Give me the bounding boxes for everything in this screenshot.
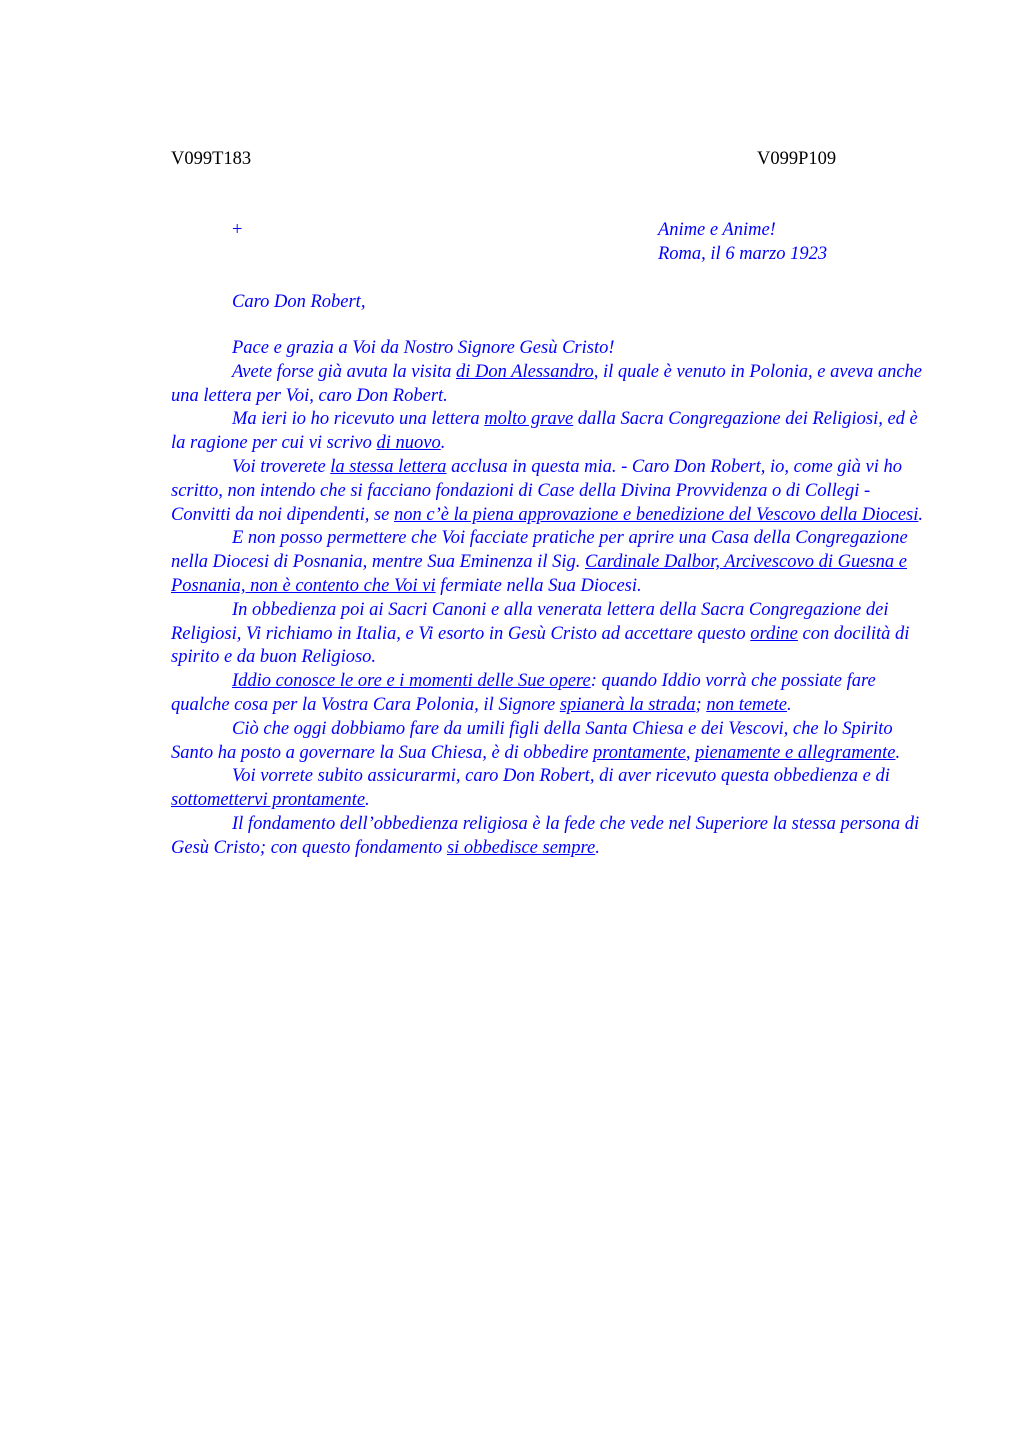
- underlined-phrase: non temete: [706, 694, 787, 715]
- underlined-phrase: Iddio conosce le ore e i momenti delle Sue opere: [232, 671, 591, 692]
- paragraph-text: Il fondamento dell’obbedienza religiosa è la fede che vede nel Superiore la stessa persona di Gesù Cristo; con questo fondamento: [171, 813, 920, 858]
- paragraph-text: .: [895, 742, 901, 763]
- paragraph-text: .: [595, 837, 600, 858]
- underlined-phrase: molto grave: [484, 409, 574, 430]
- paragraph-text: .: [786, 694, 792, 715]
- underlined-phrase: di Don Alessandro: [456, 361, 594, 382]
- underlined-phrase: prontamente: [593, 742, 686, 763]
- letter-paragraph: [171, 670, 927, 718]
- paragraph-text: : quando Iddio vorrà che possiate fare qualche cosa per la Vostra Cara Polonia, il Signore: [171, 671, 876, 715]
- letter-paragraph: [171, 599, 927, 670]
- letter-paragraph: [171, 527, 927, 598]
- underlined-phrase: Cardinale Dalbor, Arcivescovo di Guesna e Posnania, non è contento che Voi vi: [171, 552, 907, 596]
- letter-body: [171, 337, 927, 861]
- letter-paragraph: [171, 408, 927, 456]
- paragraph-text: E non posso permettere che Voi facciate pratiche per aprire una Casa della Congregazione nella Diocesi di Posnania, mentre Sua Eminenza il Sig.: [171, 528, 908, 573]
- letter-paragraph: [171, 361, 927, 409]
- paragraph-text: .: [918, 504, 923, 525]
- paragraph-text: ;: [695, 694, 707, 715]
- cross-symbol: +: [232, 220, 243, 240]
- paragraph-text: Pace e grazia a Voi da Nostro Signore Gesù Cristo!: [232, 338, 615, 358]
- underlined-phrase: la stessa lettera: [330, 456, 447, 477]
- paragraph-text: In obbedienza poi ai Sacri Canoni e alla venerata lettera della Sacra Congregazione dei Religiosi, Vi richiamo in Italia, e Vi esorto in Gesù Cristo ad accettare questo: [171, 599, 889, 644]
- paragraph-text: Ma ieri io ho ricevuto una lettera: [232, 409, 485, 430]
- letter-paragraph: [171, 718, 927, 766]
- underlined-phrase: sottomettervi prontamente: [171, 790, 366, 811]
- document-code-right: V099P109: [757, 149, 837, 169]
- paragraph-text: Avete forse già avuta la visita: [232, 361, 457, 382]
- document-code-left: V099T183: [171, 149, 252, 169]
- paragraph-text: Voi vorrete subito assicurarmi, caro Don Robert, di aver ricevuto questa obbedienza e di: [232, 766, 890, 787]
- letterhead-block: [658, 218, 827, 266]
- salutation: Caro Don Robert,: [232, 292, 366, 312]
- letter-paragraph: [171, 337, 927, 361]
- paragraph-text: .: [365, 790, 370, 811]
- paragraph-text: acclusa in questa mia. - Caro Don Robert, io, come già vi ho scritto, non intendo che si facciano fondazioni di Case della Divina Provvidenza o di Collegi - Convitti da noi dipendenti, se: [171, 456, 903, 525]
- paragraph-text: ,: [685, 742, 696, 763]
- underlined-phrase: non c’è la piena approvazione e benedizione del Vescovo della Diocesi: [394, 504, 919, 525]
- motto-text: Anime e Anime!: [658, 220, 776, 240]
- letter-paragraph: [171, 456, 927, 527]
- paragraph-text: Ciò che oggi dobbiamo fare da umili figli della Santa Chiesa e dei Vescovi, che lo Spirito Santo ha posto a governare la Sua Chiesa, è di obbedire: [171, 718, 893, 763]
- underlined-phrase: si obbedisce sempre: [446, 837, 596, 858]
- paragraph-text: .: [440, 433, 446, 454]
- paragraph-text: , il quale è venuto in Polonia, e aveva anche una lettera per Voi, caro Don Robert.: [171, 361, 923, 406]
- paragraph-text: fermiate nella Sua Diocesi.: [435, 575, 642, 596]
- underlined-phrase: di nuovo: [376, 433, 441, 454]
- place-date: Roma, il 6 marzo 1923: [658, 244, 828, 264]
- paragraph-text: dalla Sacra Congregazione dei Religiosi, ed è la ragione per cui vi scrivo: [171, 409, 918, 454]
- underlined-phrase: ordine: [750, 623, 798, 644]
- paragraph-text: Voi troverete: [232, 456, 331, 477]
- paragraph-text: con docilità di spirito e da buon Religioso.: [171, 623, 910, 668]
- letter-paragraph: [171, 765, 927, 813]
- letter-paragraph: [171, 813, 927, 861]
- underlined-phrase: spianerà la strada: [559, 694, 696, 715]
- underlined-phrase: pienamente e allegramente: [695, 742, 896, 763]
